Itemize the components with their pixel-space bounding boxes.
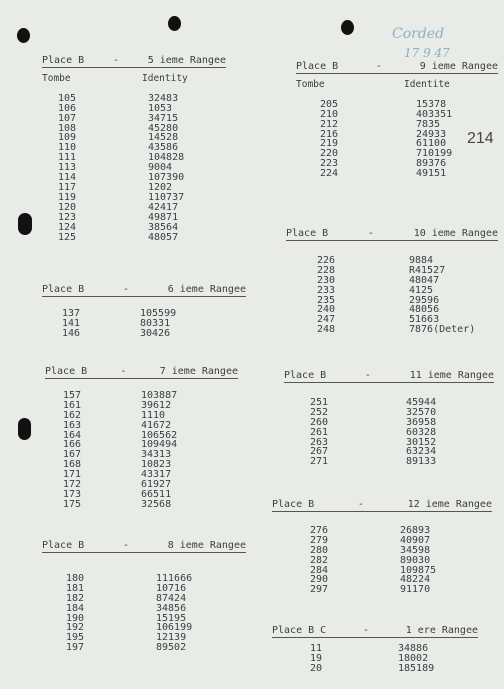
- range-label: 9 ieme Rangee: [419, 61, 498, 72]
- grave-cell: 125: [58, 231, 77, 243]
- punch-hole: [341, 20, 354, 35]
- indent-spacer: [42, 614, 66, 624]
- grave-cell: 248: [317, 324, 336, 336]
- grave-cell: 184: [66, 602, 85, 614]
- grave-cell: 11: [310, 642, 323, 654]
- grave-cell: 192: [66, 622, 85, 634]
- place-label: Place B: [284, 370, 327, 381]
- indent-spacer: [272, 546, 310, 556]
- indent-spacer: [284, 408, 310, 418]
- identity-cell: 87424: [156, 592, 187, 604]
- column-headers: [296, 80, 498, 90]
- identity-cell: 18002: [398, 652, 429, 664]
- indent-spacer: [42, 203, 58, 213]
- grave-cell: 297: [310, 584, 329, 596]
- grave-cell: 282: [310, 554, 329, 566]
- grave-cell: 106: [58, 102, 77, 114]
- identity-cell: 12139: [156, 632, 187, 644]
- grave-cell: 219: [320, 138, 339, 150]
- indent-spacer: [42, 223, 58, 233]
- grave-cell: 163: [63, 419, 82, 431]
- rangee-section: [42, 56, 226, 242]
- range-label: 12 ieme Rangee: [407, 499, 492, 510]
- identity-cell: 109875: [400, 564, 437, 576]
- indent-spacer: [42, 643, 66, 653]
- indent-spacer: [286, 315, 317, 325]
- identity-cell: 42417: [148, 201, 179, 213]
- section-header: Place B - 8 ieme Rangee: [42, 540, 246, 551]
- punch-hole: [18, 213, 32, 235]
- identity-cell: 710199: [416, 148, 453, 160]
- range-label: 6 ieme Rangee: [167, 284, 246, 295]
- indent-spacer: [286, 256, 317, 266]
- indent-spacer: [42, 193, 58, 203]
- identity-cell: 48057: [148, 231, 179, 243]
- table-row: [272, 585, 492, 595]
- identity-cell: 110737: [148, 191, 185, 203]
- indent-spacer: [296, 110, 320, 120]
- identity-cell: 39612: [141, 399, 172, 411]
- indent-spacer: [42, 319, 62, 329]
- table-row: [286, 325, 498, 335]
- identity-cell: 61927: [141, 479, 172, 491]
- col-identity-header: Identite: [404, 78, 450, 90]
- place-label: Place B: [296, 61, 339, 72]
- indent-spacer: [272, 566, 310, 576]
- rangee-section: [296, 62, 498, 179]
- page-number: 214: [467, 130, 494, 147]
- entry-list: [42, 574, 246, 653]
- identity-cell: 1110: [141, 409, 166, 421]
- grave-cell: 120: [58, 201, 77, 213]
- identity-cell: 32568: [141, 498, 172, 510]
- entry-list: [286, 256, 498, 335]
- table-row: [272, 664, 478, 674]
- grave-cell: 197: [66, 642, 85, 654]
- range-label: 8 ieme Rangee: [167, 540, 246, 551]
- indent-spacer: [296, 139, 320, 149]
- grave-cell: 224: [320, 168, 339, 180]
- identity-cell: 48056: [409, 304, 440, 316]
- entry-list: [272, 526, 492, 595]
- identity-cell: 4125: [409, 284, 434, 296]
- grave-cell: 109: [58, 132, 77, 144]
- identity-cell: 185189: [398, 662, 435, 674]
- section-header: Place B - 10 ieme Rangee: [286, 228, 498, 239]
- table-row: [272, 556, 492, 566]
- grave-cell: 267: [310, 446, 329, 458]
- grave-cell: 233: [317, 284, 336, 296]
- identity-cell: 45944: [406, 396, 437, 408]
- identity-cell: 89030: [400, 554, 431, 566]
- identity-cell: 89376: [416, 158, 447, 170]
- indent-spacer: [284, 447, 310, 457]
- grave-cell: 212: [320, 118, 339, 130]
- identity-cell: 1202: [148, 181, 173, 193]
- indent-spacer: [42, 233, 58, 243]
- grave-cell: 195: [66, 632, 85, 644]
- identity-cell: 7835: [416, 118, 441, 130]
- identity-cell: 15195: [156, 612, 187, 624]
- entry-list: [45, 391, 238, 510]
- identity-cell: 109494: [141, 439, 178, 451]
- identity-cell: 49871: [148, 211, 179, 223]
- column-headers: [42, 74, 226, 84]
- grave-cell: 284: [310, 564, 329, 576]
- indent-spacer: [45, 500, 63, 510]
- grave-cell: 180: [66, 572, 85, 584]
- grave-cell: 111: [58, 152, 77, 164]
- indent-spacer: [286, 266, 317, 276]
- indent-spacer: [42, 633, 66, 643]
- col-grave-header: Tombe: [42, 72, 71, 84]
- table-row: [272, 536, 492, 546]
- range-label: 1 ere Rangee: [405, 625, 478, 636]
- grave-cell: 108: [58, 122, 77, 134]
- grave-cell: 113: [58, 162, 77, 174]
- indent-spacer: [272, 526, 310, 536]
- identity-cell: 9004: [148, 162, 173, 174]
- indent-spacer: [42, 574, 66, 584]
- punch-hole: [168, 16, 181, 31]
- identity-cell: 34886: [398, 642, 429, 654]
- table-row: [42, 223, 226, 233]
- identity-cell: 1053: [148, 102, 173, 114]
- indent-spacer: [42, 163, 58, 173]
- grave-cell: 137: [62, 307, 81, 319]
- grave-cell: 19: [310, 652, 323, 664]
- identity-cell: 80331: [140, 317, 171, 329]
- handwritten-date: 17 9 47: [404, 46, 450, 60]
- indent-spacer: [296, 100, 320, 110]
- handwritten-annotation: Corded: [392, 26, 445, 42]
- identity-cell: 41672: [141, 419, 172, 431]
- identity-cell: 32570: [406, 406, 437, 418]
- punch-hole: [17, 28, 30, 43]
- col-grave-header: Tombe: [296, 78, 325, 90]
- grave-cell: 261: [310, 426, 329, 438]
- indent-spacer: [45, 401, 63, 411]
- range-label: 10 ieme Rangee: [413, 228, 498, 239]
- grave-cell: 190: [66, 612, 85, 624]
- indent-spacer: [42, 114, 58, 124]
- grave-cell: 107: [58, 112, 77, 124]
- identity-cell: 51663: [409, 314, 440, 326]
- punch-hole: [18, 418, 31, 440]
- indent-spacer: [286, 296, 317, 306]
- table-row: [272, 566, 492, 576]
- entry-list: [296, 100, 498, 179]
- grave-cell: 247: [317, 314, 336, 326]
- grave-cell: 168: [63, 459, 82, 471]
- identity-cell: 48224: [400, 574, 431, 586]
- grave-cell: 252: [310, 406, 329, 418]
- indent-spacer: [272, 644, 310, 654]
- entry-list: [272, 644, 478, 674]
- identity-cell: 34715: [148, 112, 179, 124]
- table-row: [272, 546, 492, 556]
- indent-spacer: [42, 309, 62, 319]
- grave-cell: 230: [317, 274, 336, 286]
- identity-cell: 61100: [416, 138, 447, 150]
- grave-cell: 216: [320, 128, 339, 140]
- grave-cell: 173: [63, 488, 82, 500]
- rangee-section: [272, 626, 478, 674]
- indent-spacer: [296, 130, 320, 140]
- indent-spacer: [296, 120, 320, 130]
- grave-cell: 110: [58, 142, 77, 154]
- identity-cell: 105599: [140, 307, 177, 319]
- indent-spacer: [45, 421, 63, 431]
- indent-spacer: [296, 169, 320, 179]
- grave-cell: 161: [63, 399, 82, 411]
- identity-cell: 38564: [148, 221, 179, 233]
- grave-cell: 172: [63, 479, 82, 491]
- indent-spacer: [42, 173, 58, 183]
- identity-cell: 26893: [400, 524, 431, 536]
- indent-spacer: [284, 398, 310, 408]
- indent-spacer: [42, 104, 58, 114]
- grave-cell: 167: [63, 449, 82, 461]
- indent-spacer: [45, 460, 63, 470]
- identity-cell: 66511: [141, 488, 172, 500]
- identity-cell: 30152: [406, 436, 437, 448]
- grave-cell: 260: [310, 416, 329, 428]
- identity-cell: 7876(Deter): [409, 324, 476, 336]
- identity-cell: 111666: [156, 572, 193, 584]
- grave-cell: 171: [63, 469, 82, 481]
- rangee-section: [45, 367, 238, 510]
- table-row: [42, 233, 226, 243]
- table-row: [42, 643, 246, 653]
- place-label: Place B C: [272, 625, 327, 636]
- identity-cell: 103887: [141, 389, 178, 401]
- grave-cell: 146: [62, 327, 81, 339]
- grave-cell: 117: [58, 181, 77, 193]
- indent-spacer: [42, 143, 58, 153]
- identity-cell: 107390: [148, 172, 185, 184]
- indent-spacer: [272, 536, 310, 546]
- grave-cell: 263: [310, 436, 329, 448]
- indent-spacer: [45, 480, 63, 490]
- range-label: 11 ieme Rangee: [409, 370, 494, 381]
- indent-spacer: [286, 305, 317, 315]
- section-header: Place B - 12 ieme Rangee: [272, 499, 492, 510]
- indent-spacer: [42, 213, 58, 223]
- entry-list: [42, 309, 246, 339]
- place-label: Place B: [45, 366, 88, 377]
- indent-spacer: [42, 153, 58, 163]
- entry-list: [284, 398, 494, 467]
- place-label: Place B: [286, 228, 329, 239]
- table-row: [272, 575, 492, 585]
- identity-cell: 106562: [141, 429, 178, 441]
- grave-cell: 181: [66, 582, 85, 594]
- indent-spacer: [42, 94, 58, 104]
- indent-spacer: [272, 575, 310, 585]
- place-label: Place B: [42, 540, 85, 551]
- identity-cell: 14528: [148, 132, 179, 144]
- grave-cell: 226: [317, 254, 336, 266]
- section-header: Place B C - 1 ere Rangee: [272, 625, 478, 636]
- indent-spacer: [284, 428, 310, 438]
- identity-cell: 15378: [416, 98, 447, 110]
- indent-spacer: [284, 438, 310, 448]
- table-row: [296, 169, 498, 179]
- grave-cell: 290: [310, 574, 329, 586]
- indent-spacer: [284, 418, 310, 428]
- indent-spacer: [45, 391, 63, 401]
- identity-cell: 43586: [148, 142, 179, 154]
- section-header: Place B - 5 ieme Rangee: [42, 55, 226, 66]
- rangee-section: [272, 500, 492, 595]
- grave-cell: 162: [63, 409, 82, 421]
- rangee-section: [284, 371, 494, 467]
- grave-cell: 279: [310, 534, 329, 546]
- indent-spacer: [45, 431, 63, 441]
- place-label: Place B: [42, 55, 85, 66]
- grave-cell: 124: [58, 221, 77, 233]
- identity-cell: 89502: [156, 642, 187, 654]
- indent-spacer: [286, 325, 317, 335]
- indent-spacer: [272, 654, 310, 664]
- identity-cell: 91170: [400, 584, 431, 596]
- col-identity-header: Identity: [142, 72, 188, 84]
- grave-cell: 251: [310, 396, 329, 408]
- indent-spacer: [45, 490, 63, 500]
- identity-cell: 10716: [156, 582, 187, 594]
- indent-spacer: [42, 594, 66, 604]
- grave-cell: 164: [63, 429, 82, 441]
- table-row: [272, 526, 492, 536]
- indent-spacer: [45, 411, 63, 421]
- grave-cell: 276: [310, 524, 329, 536]
- section-header: Place B - 6 ieme Rangee: [42, 284, 246, 295]
- grave-cell: 235: [317, 294, 336, 306]
- identity-cell: 24933: [416, 128, 447, 140]
- table-row: [272, 654, 478, 664]
- identity-cell: 43317: [141, 469, 172, 481]
- identity-cell: 36958: [406, 416, 437, 428]
- range-label: 7 ieme Rangee: [159, 366, 238, 377]
- indent-spacer: [42, 584, 66, 594]
- grave-cell: 205: [320, 98, 339, 110]
- grave-cell: 182: [66, 592, 85, 604]
- identity-cell: 63234: [406, 446, 437, 458]
- indent-spacer: [42, 604, 66, 614]
- place-label: Place B: [42, 284, 85, 295]
- indent-spacer: [286, 276, 317, 286]
- rangee-section: [286, 229, 498, 335]
- indent-spacer: [42, 623, 66, 633]
- indent-spacer: [286, 286, 317, 296]
- indent-spacer: [45, 440, 63, 450]
- grave-cell: 166: [63, 439, 82, 451]
- identity-cell: 49151: [416, 168, 447, 180]
- grave-cell: 141: [62, 317, 81, 329]
- table-row: [42, 329, 246, 339]
- section-header: Place B - 9 ieme Rangee: [296, 61, 498, 72]
- indent-spacer: [42, 133, 58, 143]
- indent-spacer: [45, 450, 63, 460]
- indent-spacer: [42, 329, 62, 339]
- identity-cell: 29596: [409, 294, 440, 306]
- grave-cell: 240: [317, 304, 336, 316]
- table-row: [45, 500, 238, 510]
- section-header: Place B - 11 ieme Rangee: [284, 370, 494, 381]
- rangee-section: [42, 285, 246, 339]
- table-row: [284, 457, 494, 467]
- indent-spacer: [42, 183, 58, 193]
- grave-cell: 123: [58, 211, 77, 223]
- table-row: [272, 644, 478, 654]
- identity-cell: 34856: [156, 602, 187, 614]
- identity-cell: 40907: [400, 534, 431, 546]
- grave-cell: 175: [63, 498, 82, 510]
- range-label: 5 ieme Rangee: [147, 55, 226, 66]
- indent-spacer: [272, 556, 310, 566]
- grave-cell: 157: [63, 389, 82, 401]
- identity-cell: 60328: [406, 426, 437, 438]
- indent-spacer: [296, 149, 320, 159]
- identity-cell: 104828: [148, 152, 185, 164]
- grave-cell: 114: [58, 172, 77, 184]
- indent-spacer: [42, 124, 58, 134]
- grave-cell: 119: [58, 191, 77, 203]
- identity-cell: 403351: [416, 108, 453, 120]
- rangee-section: [42, 541, 246, 653]
- grave-cell: 220: [320, 148, 339, 160]
- indent-spacer: [45, 470, 63, 480]
- indent-spacer: [272, 664, 310, 674]
- indent-spacer: [272, 585, 310, 595]
- grave-cell: 280: [310, 544, 329, 556]
- identity-cell: 34598: [400, 544, 431, 556]
- identity-cell: 89133: [406, 456, 437, 468]
- identity-cell: 32483: [148, 92, 179, 104]
- grave-cell: 271: [310, 456, 329, 468]
- grave-cell: 105: [58, 92, 77, 104]
- place-label: Place B: [272, 499, 315, 510]
- identity-cell: 48047: [409, 274, 440, 286]
- identity-cell: 106199: [156, 622, 193, 634]
- entry-list: [42, 94, 226, 243]
- identity-cell: 9884: [409, 254, 434, 266]
- grave-cell: 20: [310, 662, 323, 674]
- identity-cell: 10823: [141, 459, 172, 471]
- identity-cell: R41527: [409, 264, 446, 276]
- section-header: Place B - 7 ieme Rangee: [45, 366, 238, 377]
- identity-cell: 34313: [141, 449, 172, 461]
- identity-cell: 45280: [148, 122, 179, 134]
- identity-cell: 30426: [140, 327, 171, 339]
- indent-spacer: [284, 457, 310, 467]
- grave-cell: 210: [320, 108, 339, 120]
- grave-cell: 223: [320, 158, 339, 170]
- grave-cell: 228: [317, 264, 336, 276]
- indent-spacer: [296, 159, 320, 169]
